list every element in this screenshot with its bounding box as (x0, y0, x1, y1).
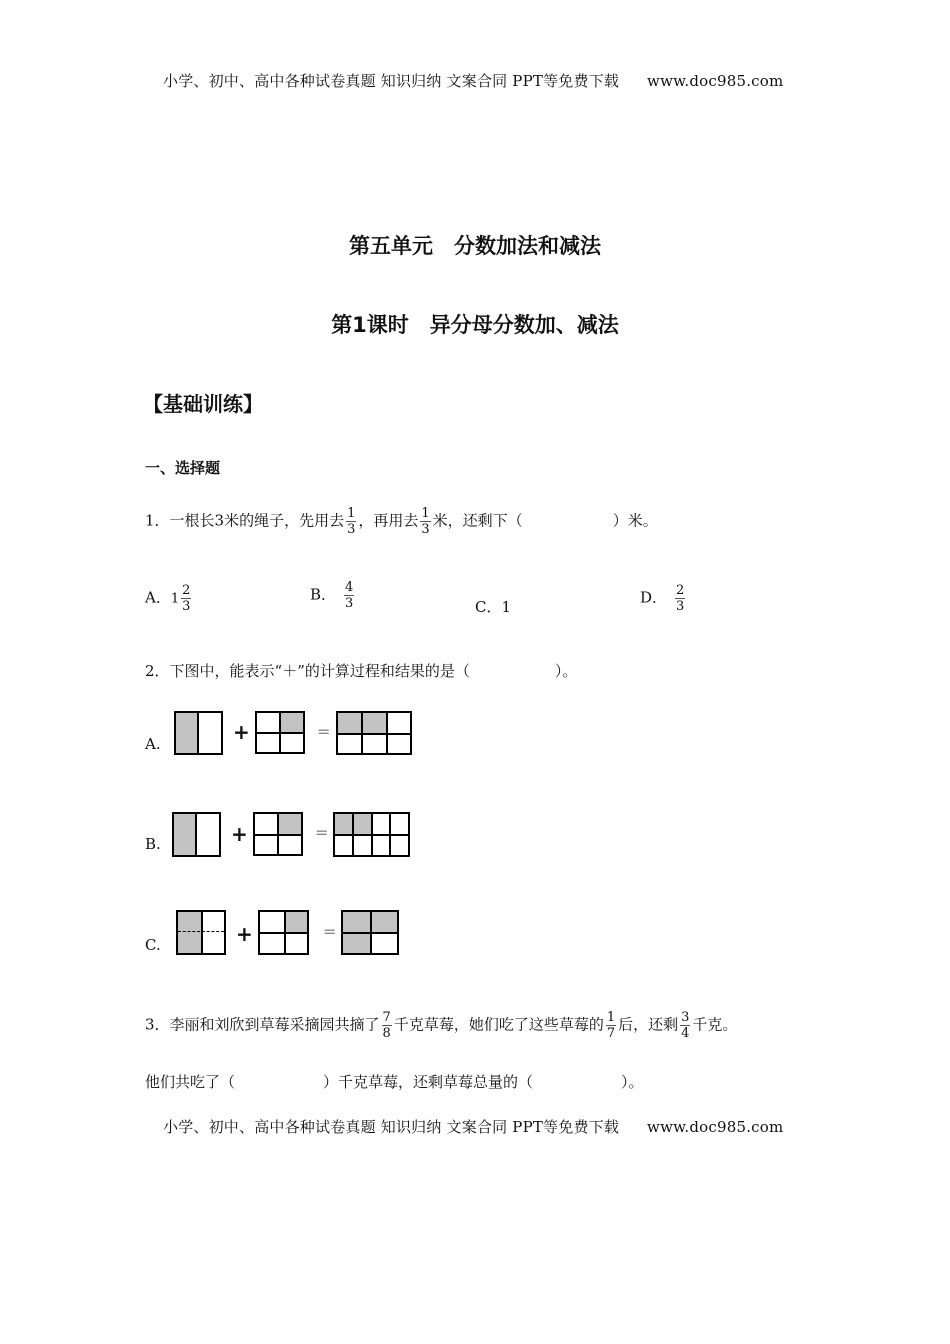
q3-fraction-2: $\frac{1}{7}$ (606, 1010, 616, 1041)
plus-sign: + (231, 822, 248, 846)
q2-option-b-label[interactable]: B. (145, 835, 161, 853)
equals-sign: = (323, 922, 337, 941)
question-2 (145, 660, 577, 681)
diagram-b-quarter (253, 812, 303, 856)
q1-option-b[interactable]: B． $\frac{4}{3}$ (310, 580, 354, 611)
q3-mid2: 后，还剩 (618, 1015, 679, 1034)
q2-option-a-label[interactable]: A. (145, 735, 161, 753)
q2-option-c-label[interactable]: C. (145, 936, 161, 954)
question-3-line-2 (145, 1071, 644, 1092)
diagram-b-result (333, 812, 410, 857)
subsection-title: 一、选择题 (145, 459, 221, 477)
q1-end: ）米。 (612, 511, 658, 530)
q3-prefix: 3．李丽和刘欣到草莓采摘园共摘了 (145, 1015, 380, 1034)
q1-option-d[interactable]: D． $\frac{2}{3}$ (640, 583, 685, 614)
q3-suffix: 千克。 (692, 1015, 738, 1034)
q1-option-a[interactable]: A．1 $\frac{2}{3}$ (145, 583, 191, 614)
q1-fraction-2: $\frac{1}{3}$ (421, 506, 430, 537)
q3-fraction-3: $\frac{3}{4}$ (681, 1010, 690, 1041)
diagram-c-half (176, 910, 226, 955)
q3-mid1: 千克草莓，她们吃了这些草莓的 (393, 1015, 604, 1034)
diagram-c-quarter (258, 910, 309, 955)
diagram-c-result (341, 910, 399, 955)
page-footer (163, 1116, 783, 1137)
question-1 (145, 506, 658, 537)
header-url[interactable]: www.doc985.com (647, 72, 784, 90)
unit-title: 第五单元 分数加法和减法 (349, 234, 601, 258)
q3-line2-c: ）。 (621, 1073, 644, 1091)
section-title: 【基础训练】 (143, 392, 263, 416)
q3-fraction-1: $\frac{7}{8}$ (382, 1010, 391, 1041)
question-3 (145, 1010, 737, 1041)
q2-end: ）。 (554, 662, 578, 680)
q2-prefix: 2．下图中，能表示“＋”的计算过程和结果的是（ (145, 662, 470, 680)
q1-option-c[interactable]: C．1 (475, 598, 512, 616)
equals-sign: = (317, 722, 331, 741)
q1-prefix: 1．一根长3米的绳子，先用去 (145, 511, 345, 530)
q1-suffix: 米，还剩下（ (432, 511, 523, 530)
diagram-a-result (336, 711, 412, 755)
page-header (163, 70, 783, 91)
q3-line2-b: ）千克草莓，还剩草莓总量的（ (323, 1073, 534, 1091)
q1-mid: ，再用去 (358, 511, 419, 530)
diagram-a-quarter (255, 711, 305, 754)
footer-text: 小学、初中、高中各种试卷真题 知识归纳 文案合同 PPT等免费下载 (163, 1118, 620, 1136)
plus-sign: + (233, 720, 250, 744)
q3-line2-a: 他们共吃了（ (145, 1073, 236, 1091)
diagram-a-half (174, 711, 223, 755)
header-text: 小学、初中、高中各种试卷真题 知识归纳 文案合同 PPT等免费下载 (163, 72, 620, 90)
plus-sign: + (236, 922, 253, 946)
lesson-title: 第1课时 异分母分数加、减法 (331, 313, 619, 337)
diagram-b-half (172, 812, 221, 857)
q1-fraction-1: $\frac{1}{3}$ (347, 506, 356, 537)
equals-sign: = (315, 823, 329, 842)
footer-url[interactable]: www.doc985.com (647, 1118, 784, 1136)
